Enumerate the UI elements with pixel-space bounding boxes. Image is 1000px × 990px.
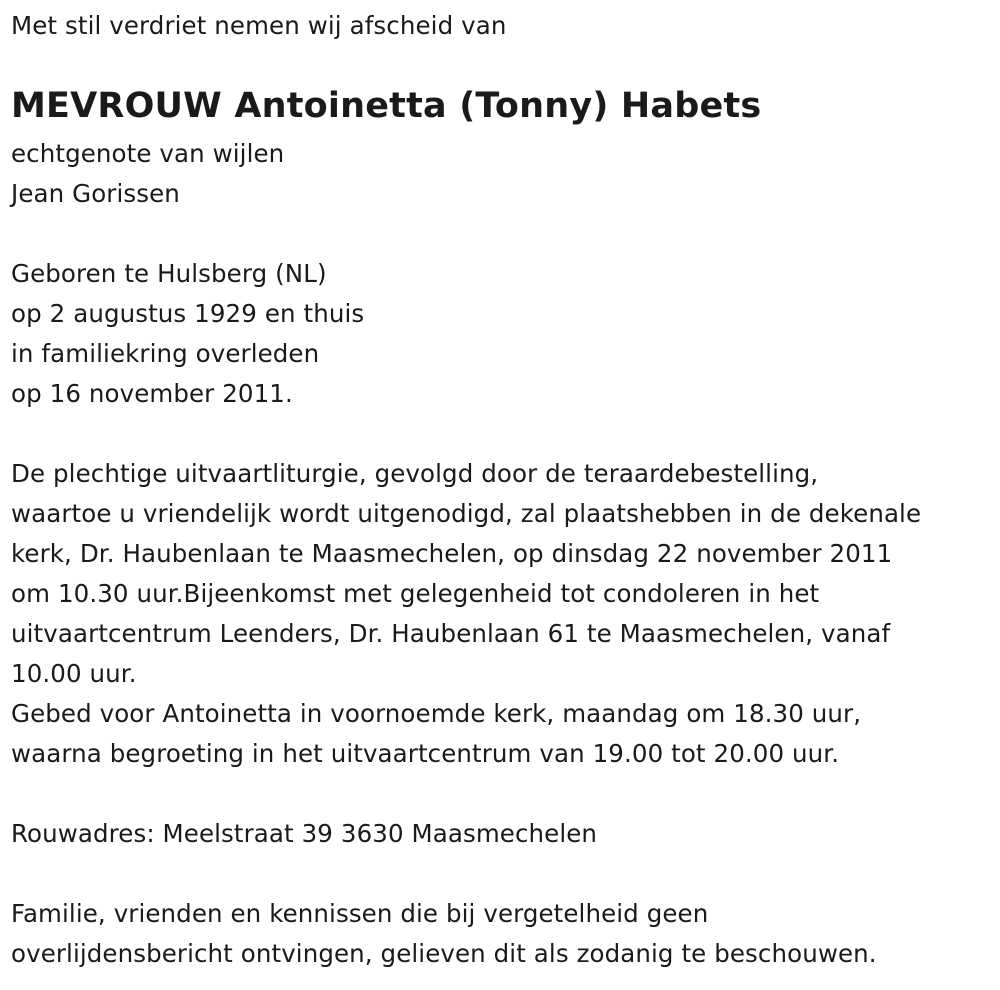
funeral-line-1: De plechtige uitvaartliturgie, gevolgd door de teraardebestelling,: [11, 459, 819, 488]
funeral-line-2: waartoe u vriendelijk wordt uitgenodigd, zal plaatshebben in de dekenale: [11, 499, 922, 528]
intro-text: Met stil verdriet nemen wij afscheid van: [11, 11, 507, 40]
funeral-line-8: waarna begroeting in het uitvaartcentrum van 19.00 tot 20.00 uur.: [11, 739, 840, 768]
funeral-line-5: uitvaartcentrum Leenders, Dr. Haubenlaan 61 te Maasmechelen, vanaf: [11, 619, 891, 648]
funeral-line-4: om 10.30 uur.Bijeenkomst met gelegenheid tot condoleren in het: [11, 579, 820, 608]
deceased-name: MEVROUW Antoinetta (Tonny) Habets: [11, 86, 762, 126]
spouse-line-1: echtgenote van wijlen: [11, 139, 285, 168]
spouse-line-2: Jean Gorissen: [11, 179, 180, 208]
birth-death-line-4: op 16 november 2011.: [11, 379, 293, 408]
closing-line-1: Familie, vrienden en kennissen die bij vergetelheid geen: [11, 899, 709, 928]
funeral-line-6: 10.00 uur.: [11, 659, 137, 688]
closing-line-2: overlijdensbericht ontvingen, gelieven dit als zodanig te beschouwen.: [11, 939, 877, 968]
funeral-line-7: Gebed voor Antoinetta in voornoemde kerk, maandag om 18.30 uur,: [11, 699, 862, 728]
birth-death-line-1: Geboren te Hulsberg (NL): [11, 259, 327, 288]
birth-death-line-2: op 2 augustus 1929 en thuis: [11, 299, 365, 328]
funeral-line-3: kerk, Dr. Haubenlaan te Maasmechelen, op dinsdag 22 november 2011: [11, 539, 893, 568]
mourning-address: Rouwadres: Meelstraat 39 3630 Maasmechelen: [11, 819, 598, 848]
birth-death-line-3: in familiekring overleden: [11, 339, 320, 368]
